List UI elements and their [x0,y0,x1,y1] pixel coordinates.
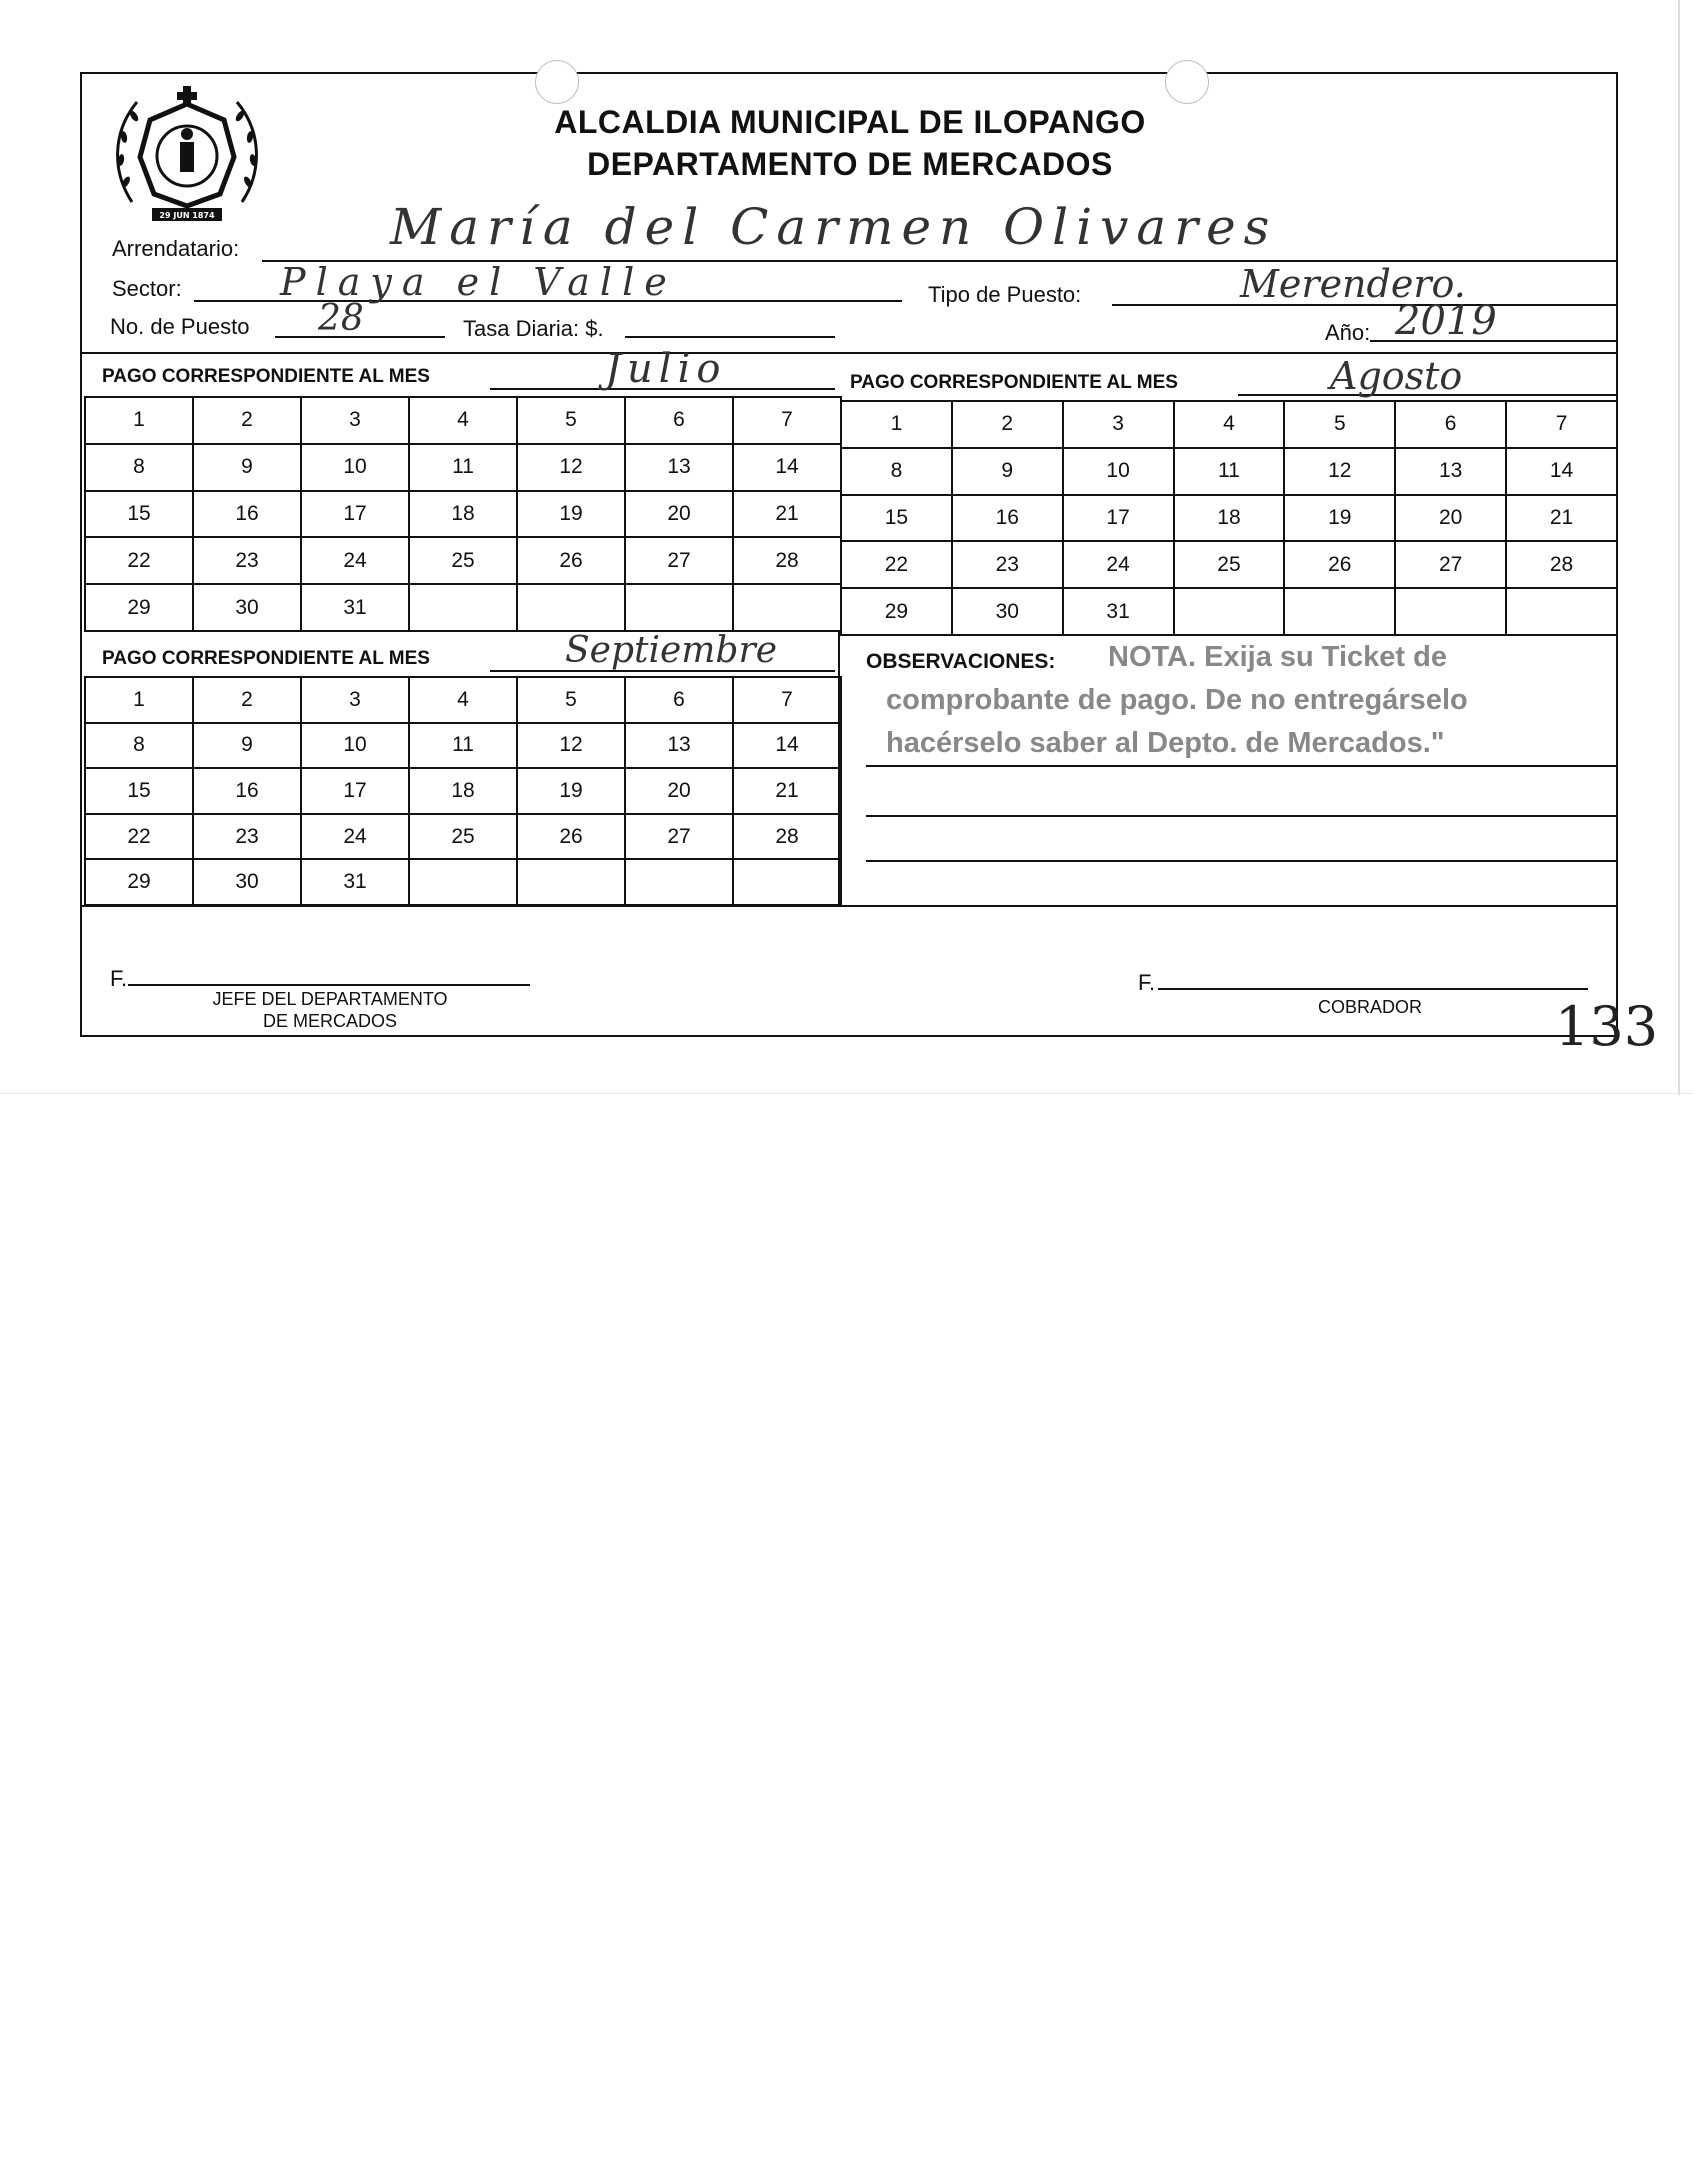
day-cell[interactable]: 22 [841,541,952,588]
day-cell[interactable]: 12 [1284,448,1395,495]
day-cell[interactable]: 24 [301,814,409,860]
day-cell[interactable]: 16 [193,491,301,538]
title-municipality: ALCALDIA MUNICIPAL DE ILOPANGO [554,104,1146,140]
day-cell[interactable]: 8 [85,444,193,491]
day-cell[interactable]: 5 [517,677,625,723]
day-cell[interactable]: 8 [85,723,193,769]
day-cell[interactable]: 28 [1506,541,1617,588]
empty-day-cell[interactable] [517,859,625,905]
day-cell[interactable]: 11 [409,723,517,769]
day-cell[interactable]: 14 [733,723,841,769]
day-cell[interactable]: 9 [952,448,1063,495]
day-cell[interactable]: 6 [625,397,733,444]
day-cell[interactable]: 24 [1063,541,1174,588]
day-cell[interactable]: 30 [193,584,301,631]
day-cell[interactable]: 31 [1063,588,1174,635]
day-cell[interactable]: 13 [625,444,733,491]
grid-row [841,495,1617,542]
day-cell[interactable]: 21 [733,491,841,538]
day-cell[interactable]: 21 [733,768,841,814]
day-cell[interactable]: 5 [1284,401,1395,448]
day-cell[interactable]: 23 [193,537,301,584]
day-cell[interactable]: 5 [517,397,625,444]
tipo-puesto-value[interactable]: Merendero. [1240,262,1466,306]
anio-value[interactable]: 2019 [1395,298,1497,344]
day-cell[interactable]: 2 [193,677,301,723]
section-divider [80,905,1618,907]
sheet-edge [0,1093,1693,1094]
day-cell[interactable]: 11 [1174,448,1285,495]
day-cell[interactable]: 8 [841,448,952,495]
month-1-title: PAGO CORRESPONDIENTE AL MES [102,366,430,387]
month-2-value[interactable]: Agosto [1330,354,1463,398]
day-cell[interactable]: 25 [409,537,517,584]
grid-row [841,541,1617,588]
day-cell[interactable]: 7 [733,677,841,723]
grid-row [841,588,1617,635]
empty-day-cell[interactable] [625,584,733,631]
note-line-3: hacérselo saber al Depto. de Mercados." [886,727,1445,759]
day-cell[interactable]: 1 [85,397,193,444]
signature-label-left [150,988,510,1032]
empty-day-cell[interactable] [733,584,841,631]
anio-label: Año: [1325,320,1371,345]
day-cell[interactable]: 18 [409,491,517,538]
day-cell[interactable]: 14 [733,444,841,491]
day-cell[interactable]: 17 [1063,495,1174,542]
tasa-diaria-label: Tasa Diaria: $. [463,316,604,341]
day-cell[interactable]: 29 [85,584,193,631]
day-cell[interactable]: 12 [517,444,625,491]
sheet-edge [1678,0,1680,1095]
day-cell[interactable]: 15 [85,491,193,538]
day-cell[interactable]: 24 [301,537,409,584]
signature-label-left-line1: JEFE DEL DEPARTAMENTO [212,989,448,1009]
obs-line [866,860,1618,862]
tipo-puesto-label: Tipo de Puesto: [928,282,1082,307]
grid-row [85,859,841,905]
grid-row [85,537,841,584]
svg-text:29 JUN 1874: 29 JUN 1874 [159,211,215,220]
grid-row [85,677,841,723]
day-cell[interactable]: 3 [301,397,409,444]
grid-row [85,584,841,631]
empty-day-cell[interactable] [625,859,733,905]
signature-prefix-left: F. [110,966,128,991]
day-cell[interactable]: 11 [409,444,517,491]
day-cell[interactable]: 3 [1063,401,1174,448]
punch-hole [535,60,579,104]
day-cell[interactable]: 28 [733,537,841,584]
signature-label-left-line2: DE MERCADOS [262,1011,397,1031]
day-cell[interactable]: 19 [1284,495,1395,542]
day-cell[interactable]: 23 [952,541,1063,588]
day-cell[interactable]: 23 [193,814,301,860]
day-cell[interactable]: 19 [517,491,625,538]
grid-row [85,723,841,769]
day-cell[interactable]: 4 [1174,401,1285,448]
punch-hole [1165,60,1209,104]
puesto-label: No. de Puesto [110,314,250,339]
day-cell[interactable]: 15 [85,768,193,814]
day-cell[interactable]: 18 [1174,495,1285,542]
grid-row [841,448,1617,495]
day-cell[interactable]: 1 [841,401,952,448]
title-department: DEPARTAMENTO DE MERCADOS [587,146,1113,182]
day-cell[interactable]: 20 [1395,495,1506,542]
day-cell[interactable]: 4 [409,397,517,444]
arrendatario-label: Arrendatario: [112,236,240,261]
arrendatario-value[interactable]: María del Carmen Olivares [390,198,1278,256]
sector-value[interactable]: Playa el Valle [280,260,677,304]
day-cell[interactable]: 28 [733,814,841,860]
day-cell[interactable]: 26 [1284,541,1395,588]
observaciones-note [866,636,1586,765]
month-3-value[interactable]: Septiembre [565,630,777,671]
month-1-day-grid [84,396,842,632]
obs-line [866,815,1618,817]
empty-day-cell[interactable] [733,859,841,905]
grid-row [841,401,1617,448]
day-cell[interactable]: 4 [409,677,517,723]
day-cell[interactable]: 27 [1395,541,1506,588]
day-cell[interactable]: 22 [85,814,193,860]
day-cell[interactable]: 13 [625,723,733,769]
day-cell[interactable]: 22 [85,537,193,584]
page-number-handwritten: 133 [1555,995,1659,1058]
grid-row [85,768,841,814]
day-cell[interactable]: 15 [841,495,952,542]
day-cell[interactable]: 17 [301,491,409,538]
day-cell[interactable]: 20 [625,768,733,814]
day-cell[interactable]: 16 [193,768,301,814]
day-cell[interactable]: 2 [193,397,301,444]
month-3-day-grid [84,676,842,906]
signature-prefix-right: F. [1138,970,1156,995]
day-cell[interactable]: 3 [301,677,409,723]
month-1-value[interactable]: Julio [605,346,727,392]
note-line-2: comprobante de pago. De no entregárselo [886,684,1468,716]
signature-line-left[interactable] [128,984,530,986]
tasa-diaria-line [625,336,835,338]
day-cell[interactable]: 27 [625,814,733,860]
observaciones-label: OBSERVACIONES: [866,650,1056,673]
signature-label-right: COBRADOR [1317,997,1422,1017]
municipal-seal-logo [112,82,262,228]
empty-day-cell[interactable] [1395,588,1506,635]
note-line-1: NOTA. Exija su Ticket de [1108,641,1447,673]
day-cell[interactable]: 6 [625,677,733,723]
day-cell[interactable]: 21 [1506,495,1617,542]
day-cell[interactable]: 29 [841,588,952,635]
day-cell[interactable]: 18 [409,768,517,814]
day-cell[interactable]: 12 [517,723,625,769]
sector-label: Sector: [112,276,182,301]
grid-row [85,814,841,860]
empty-day-cell[interactable] [409,859,517,905]
empty-day-cell[interactable] [1174,588,1285,635]
empty-day-cell[interactable] [517,584,625,631]
day-cell[interactable]: 9 [193,723,301,769]
grid-row [85,444,841,491]
day-cell[interactable]: 20 [625,491,733,538]
obs-line [866,765,1618,767]
day-cell[interactable]: 13 [1395,448,1506,495]
day-cell[interactable]: 10 [301,723,409,769]
grid-row [85,491,841,538]
month-2-title: PAGO CORRESPONDIENTE AL MES [850,372,1178,393]
empty-day-cell[interactable] [1284,588,1395,635]
day-cell[interactable]: 2 [952,401,1063,448]
signature-line-right[interactable] [1158,988,1588,990]
day-cell[interactable]: 9 [193,444,301,491]
day-cell[interactable]: 26 [517,537,625,584]
day-cell[interactable]: 29 [85,859,193,905]
day-cell[interactable]: 17 [301,768,409,814]
grid-row [85,397,841,444]
day-cell[interactable]: 26 [517,814,625,860]
day-cell[interactable]: 31 [301,584,409,631]
empty-day-cell[interactable] [1506,588,1617,635]
day-cell[interactable]: 1 [85,677,193,723]
day-cell[interactable]: 16 [952,495,1063,542]
day-cell[interactable]: 25 [1174,541,1285,588]
day-cell[interactable]: 25 [409,814,517,860]
day-cell[interactable]: 7 [1506,401,1617,448]
day-cell[interactable]: 10 [1063,448,1174,495]
day-cell[interactable]: 7 [733,397,841,444]
day-cell[interactable]: 10 [301,444,409,491]
column-divider [838,630,840,907]
day-cell[interactable]: 14 [1506,448,1617,495]
day-cell[interactable]: 6 [1395,401,1506,448]
day-cell[interactable]: 19 [517,768,625,814]
empty-day-cell[interactable] [409,584,517,631]
day-cell[interactable]: 31 [301,859,409,905]
puesto-value[interactable]: 28 [318,298,364,339]
day-cell[interactable]: 27 [625,537,733,584]
month-2-day-grid [840,400,1618,636]
month-3-title: PAGO CORRESPONDIENTE AL MES [102,648,430,669]
day-cell[interactable]: 30 [952,588,1063,635]
day-cell[interactable]: 30 [193,859,301,905]
